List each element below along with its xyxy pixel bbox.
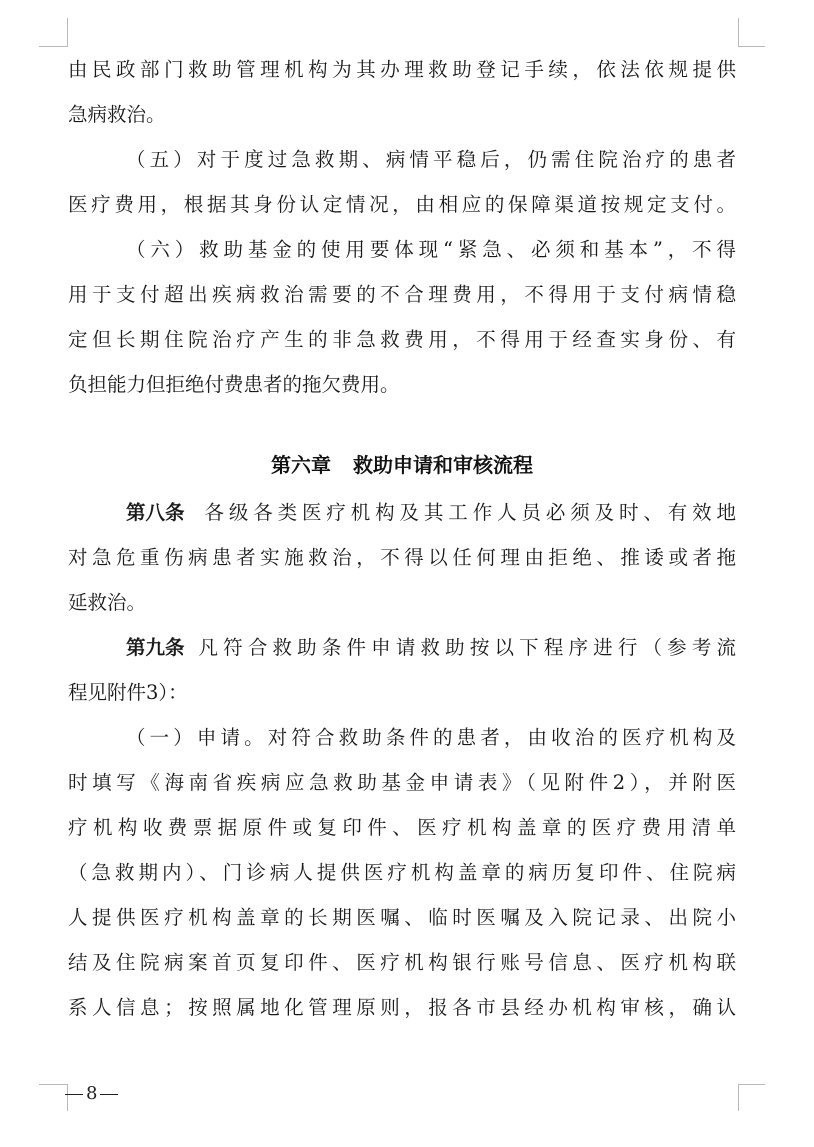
crop-mark-top-left: [39, 18, 68, 47]
article-8-line: 对急危重伤病患者实施救治，不得以任何理由拒绝、推诿或者拖: [68, 546, 736, 569]
chapter-heading: [68, 445, 736, 485]
item-1-line: 结及住院病案首页复印件、医疗机构银行账号信息、医疗机构联: [68, 951, 736, 974]
paragraph-line: 急病救治。: [68, 103, 166, 126]
footer-dash-left: [65, 1094, 83, 1095]
paragraph-line: 由民政部门救助管理机构为其办理救助登记手续，依法依规提供: [68, 58, 736, 81]
item-6-line: （六）救助基金的使用要体现“紧急、必须和基本”，不得: [126, 238, 736, 261]
item-1-line: 疗机构收费票据原件或复印件、医疗机构盖章的医疗费用清单: [68, 816, 736, 839]
item-1-line: （急救期内）、门诊病人提供医疗机构盖章的病历复印件、住院病: [68, 861, 736, 884]
crop-mark-bottom-right: [738, 1084, 765, 1111]
item-5-line: 医疗费用，根据其身份认定情况，由相应的保障渠道按规定支付。: [68, 193, 736, 216]
crop-mark-top-right: [738, 18, 765, 47]
item-6-line: 定但长期住院治疗产生的非急救费用，不得用于经查实身份、有: [68, 328, 736, 351]
item-1-line: （一）申请。对符合救助条件的患者，由收治的医疗机构及: [126, 726, 736, 749]
chapter-title: 救助申请和审核流程: [353, 453, 533, 477]
article-9-line: [68, 625, 736, 670]
article-8-label: 第八条: [126, 501, 185, 524]
article-8-line: 延救治。: [68, 591, 147, 614]
article-9-text: 凡符合救助条件申请救助按以下程序进行（参考流: [198, 636, 736, 659]
article-8-text: 各级各类医疗机构及其工作人员必须及时、有效地: [204, 501, 736, 524]
item-1-line: 系人信息；按照属地化管理原则，报各市县经办机构审核，确认: [68, 996, 736, 1019]
article-9-line: 程见附件3）：: [68, 681, 188, 704]
body-text-lower: [68, 490, 736, 1030]
item-6-line: 用于支付超出疾病救治需要的不合理费用，不得用于支付病情稳: [68, 283, 736, 306]
item-1-line: 人提供医疗机构盖章的长期医嘱、临时医嘱及入院记录、出院小: [68, 906, 736, 929]
footer-dash-right: [100, 1094, 118, 1095]
page-number: 8: [86, 1083, 98, 1104]
article-8-line: [68, 490, 736, 535]
item-6-line: 负担能力但拒绝付费患者的拖欠费用。: [68, 373, 400, 396]
article-9-label: 第九条: [126, 636, 185, 659]
body-text-upper: [68, 47, 736, 407]
item-1-line: 时填写《海南省疾病应急救助基金申请表》（见附件2），并附医: [68, 771, 736, 794]
chapter-number: 第六章: [271, 453, 331, 477]
page-footer: [62, 1079, 121, 1109]
item-5-line: （五）对于度过急救期、病情平稳后，仍需住院治疗的患者: [126, 148, 736, 171]
